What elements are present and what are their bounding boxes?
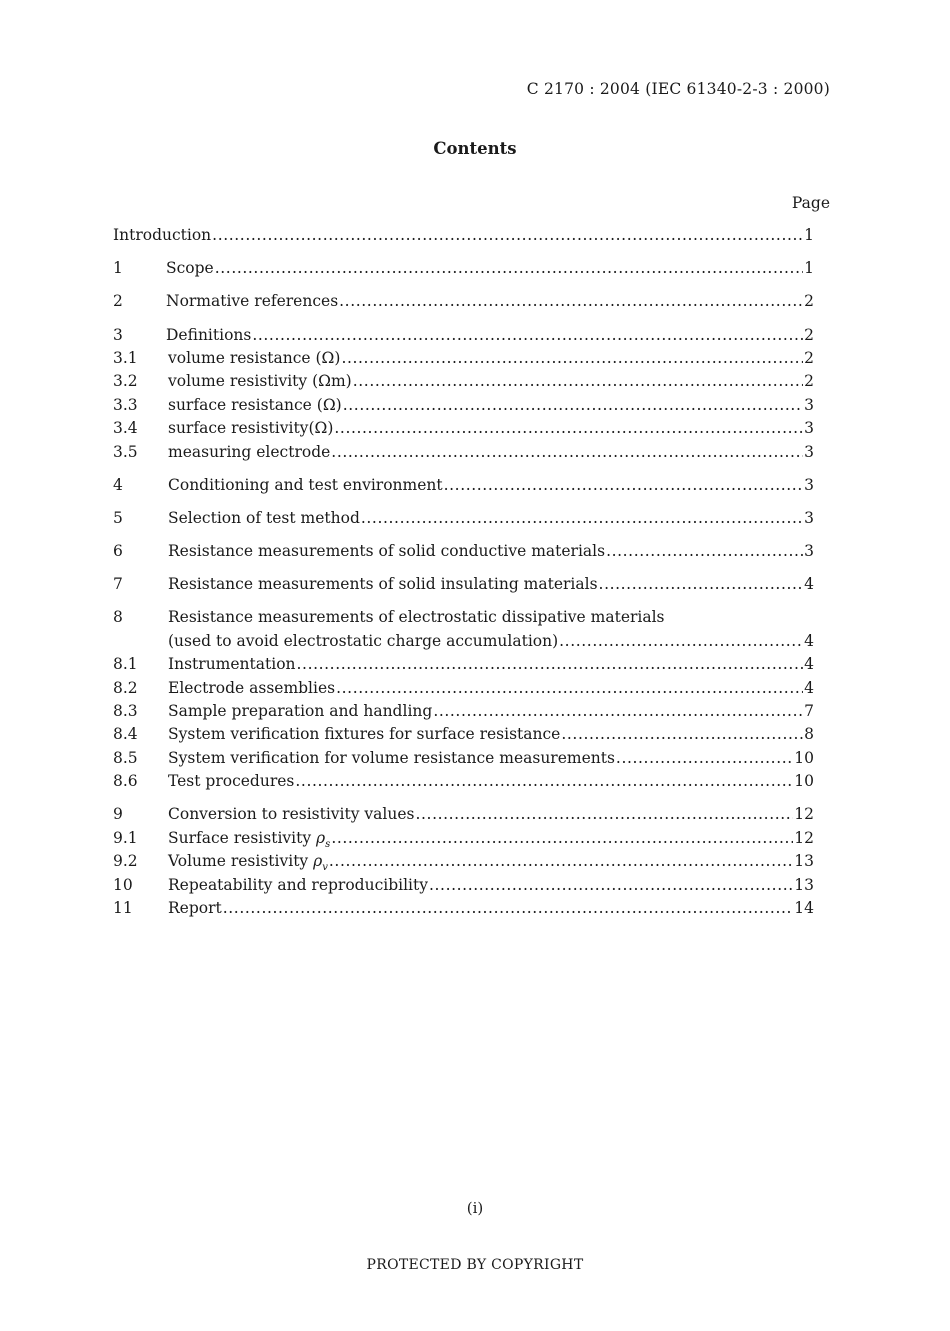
toc-page-number: 4 <box>804 655 814 674</box>
dot-leader <box>444 474 804 497</box>
toc-section-number: 2 <box>113 292 123 311</box>
toc-page-number: 12 <box>794 828 814 847</box>
toc-section-number: 8.6 <box>113 772 138 791</box>
copyright-notice: PROTECTED BY COPYRIGHT <box>366 1257 584 1273</box>
table-of-contents <box>113 224 814 920</box>
toc-entry-text: Instrumentation <box>168 655 296 674</box>
toc-entry-text: surface resistance (Ω) <box>168 395 342 414</box>
toc-page-number: 2 <box>804 325 814 344</box>
toc-entry-7[interactable] <box>113 573 814 596</box>
toc-section-number: 1 <box>113 259 123 278</box>
toc-section-number: 4 <box>113 475 123 494</box>
toc-entry-text-continued: (used to avoid electrostatic charge accumulation) <box>168 631 559 650</box>
toc-entry-1[interactable] <box>113 257 814 280</box>
dot-leader <box>215 257 803 280</box>
dot-leader <box>415 803 793 826</box>
toc-page-number: 8 <box>804 725 814 744</box>
toc-section-number: 5 <box>113 508 123 527</box>
dot-leader <box>295 770 793 793</box>
toc-entry-introduction[interactable] <box>113 224 814 247</box>
toc-entry-8-3[interactable] <box>113 700 814 723</box>
toc-page-number: 4 <box>804 678 814 697</box>
dot-leader <box>297 653 804 676</box>
toc-page-number: 1 <box>804 259 814 278</box>
dot-leader <box>334 417 803 440</box>
toc-page-number: 4 <box>804 631 814 650</box>
toc-section-number: 3.3 <box>113 395 138 414</box>
toc-entry-3-5[interactable] <box>113 441 814 464</box>
toc-entry-5[interactable] <box>113 507 814 530</box>
dot-leader <box>212 224 803 247</box>
toc-page-number: 7 <box>804 702 814 721</box>
rho-symbol: ρ <box>313 852 323 871</box>
page-title: Contents <box>433 139 517 158</box>
toc-entry-text: Test procedures <box>168 772 295 791</box>
toc-entry-3-3[interactable] <box>113 394 814 417</box>
toc-entry-8-4[interactable] <box>113 723 814 746</box>
toc-section-number: 8.3 <box>113 702 138 721</box>
dot-leader <box>343 394 803 417</box>
toc-page-number: 1 <box>804 226 814 244</box>
toc-page-number: 2 <box>804 292 814 311</box>
toc-entry-8-5[interactable] <box>113 747 814 770</box>
toc-entry-8-continuation[interactable] <box>113 630 814 653</box>
subscript: v <box>322 862 328 874</box>
dot-leader <box>561 723 803 746</box>
toc-entry-text: System verification fixtures for surface resistance <box>168 725 561 744</box>
toc-entry-label: Volume resistivity <box>168 852 309 871</box>
toc-page-number: 3 <box>804 508 814 527</box>
toc-section-number: 3.4 <box>113 419 138 438</box>
dot-leader <box>559 630 803 653</box>
dot-leader <box>433 700 803 723</box>
toc-entry-text: Scope <box>166 259 214 278</box>
toc-section-number: 8.4 <box>113 725 138 744</box>
toc-entry-6[interactable] <box>113 540 814 563</box>
toc-entry-2[interactable] <box>113 290 814 313</box>
subscript: s <box>325 838 331 850</box>
toc-entry-text: System verification for volume resistance measurements <box>168 748 615 767</box>
dot-leader <box>361 507 803 530</box>
toc-entry-4[interactable] <box>113 474 814 497</box>
toc-entry-text: Definitions <box>166 325 252 344</box>
toc-entry-text: Resistance measurements of solid insulating materials <box>168 575 598 594</box>
toc-section-number: 9 <box>113 805 123 824</box>
dot-leader <box>599 573 804 596</box>
toc-page-number: 3 <box>804 542 814 561</box>
dot-leader <box>336 677 803 700</box>
toc-page-number: 3 <box>804 442 814 461</box>
dot-leader <box>331 441 803 464</box>
dot-leader <box>353 370 803 393</box>
toc-section-number: 11 <box>113 898 133 917</box>
document-id: C 2170 : 2004 (IEC 61340-2-3 : 2000) <box>526 80 830 98</box>
dot-leader <box>252 324 803 347</box>
dot-leader <box>331 827 793 850</box>
dot-leader <box>606 540 803 563</box>
toc-page-number: 2 <box>804 348 814 367</box>
toc-page-number: 13 <box>794 852 814 871</box>
toc-entry-text: Report <box>168 898 222 917</box>
toc-page-number: 12 <box>794 805 814 824</box>
toc-entry-text: Conditioning and test environment <box>168 475 443 494</box>
toc-section-number: 3.2 <box>113 372 138 391</box>
toc-entry-text: Normative references <box>166 292 339 311</box>
toc-section-number: 10 <box>113 875 133 894</box>
toc-entry-9[interactable] <box>113 803 814 826</box>
toc-entry-text: Resistance measurements of electrostatic dissipative materials <box>168 608 665 627</box>
toc-entry-3-1[interactable] <box>113 347 814 370</box>
page-column-heading: Page <box>791 194 830 212</box>
toc-page-number: 3 <box>804 475 814 494</box>
dot-leader <box>339 290 803 313</box>
rho-symbol: ρ <box>316 828 326 847</box>
toc-entry-text: measuring electrode <box>168 442 331 461</box>
toc-entry-text: Introduction <box>113 226 212 244</box>
toc-page-number: 4 <box>804 575 814 594</box>
toc-entry-11[interactable] <box>113 897 814 920</box>
dot-leader <box>341 347 803 370</box>
dot-leader <box>223 897 794 920</box>
toc-entry-8-2[interactable] <box>113 677 814 700</box>
toc-section-number: 3 <box>113 325 123 344</box>
toc-section-number: 3.5 <box>113 442 138 461</box>
toc-entry-8-1[interactable] <box>113 653 814 676</box>
toc-entry-text: Conversion to resistivity values <box>168 805 415 824</box>
toc-entry-label: Surface resistivity <box>168 828 312 847</box>
toc-entry-3[interactable] <box>113 324 814 347</box>
dot-leader <box>429 874 793 897</box>
toc-entry-text: volume resistivity (Ωm) <box>168 372 352 391</box>
toc-entry-text: Sample preparation and handling <box>168 702 433 721</box>
toc-page-number: 10 <box>794 748 814 767</box>
toc-entry-text: Electrode assemblies <box>168 678 336 697</box>
footer-page-number: (i) <box>466 1199 484 1217</box>
dot-leader <box>329 850 793 873</box>
toc-entry-text: Resistance measurements of solid conductive materials <box>168 542 606 561</box>
toc-entry-text: surface resistivity(Ω) <box>168 419 334 438</box>
toc-entry-text: volume resistance (Ω) <box>168 348 341 367</box>
toc-entry-3-2[interactable] <box>113 370 814 393</box>
toc-entry-9-1[interactable] <box>113 827 814 850</box>
toc-section-number: 9.1 <box>113 828 138 847</box>
toc-page-number: 14 <box>794 898 814 917</box>
toc-section-number: 6 <box>113 542 123 561</box>
toc-section-number: 3.1 <box>113 348 138 367</box>
toc-entry-text: Selection of test method <box>168 508 360 527</box>
toc-page-number: 2 <box>804 372 814 391</box>
toc-section-number: 7 <box>113 575 123 594</box>
toc-page-number: 3 <box>804 395 814 414</box>
dot-leader <box>616 747 793 770</box>
toc-section-number: 8.1 <box>113 655 138 674</box>
toc-page-number: 10 <box>794 772 814 791</box>
toc-section-number: 8 <box>113 608 123 627</box>
toc-page-number: 3 <box>804 419 814 438</box>
toc-entry-8[interactable] <box>113 606 814 629</box>
toc-section-number: 9.2 <box>113 852 138 871</box>
toc-entry-text: Repeatability and reproducibility <box>168 875 428 894</box>
toc-entry-9-2[interactable] <box>113 850 814 873</box>
toc-entry-3-4[interactable] <box>113 417 814 440</box>
toc-section-number: 8.5 <box>113 748 138 767</box>
toc-entry-8-6[interactable] <box>113 770 814 793</box>
toc-section-number: 8.2 <box>113 678 138 697</box>
toc-page-number: 13 <box>794 875 814 894</box>
toc-entry-10[interactable] <box>113 874 814 897</box>
